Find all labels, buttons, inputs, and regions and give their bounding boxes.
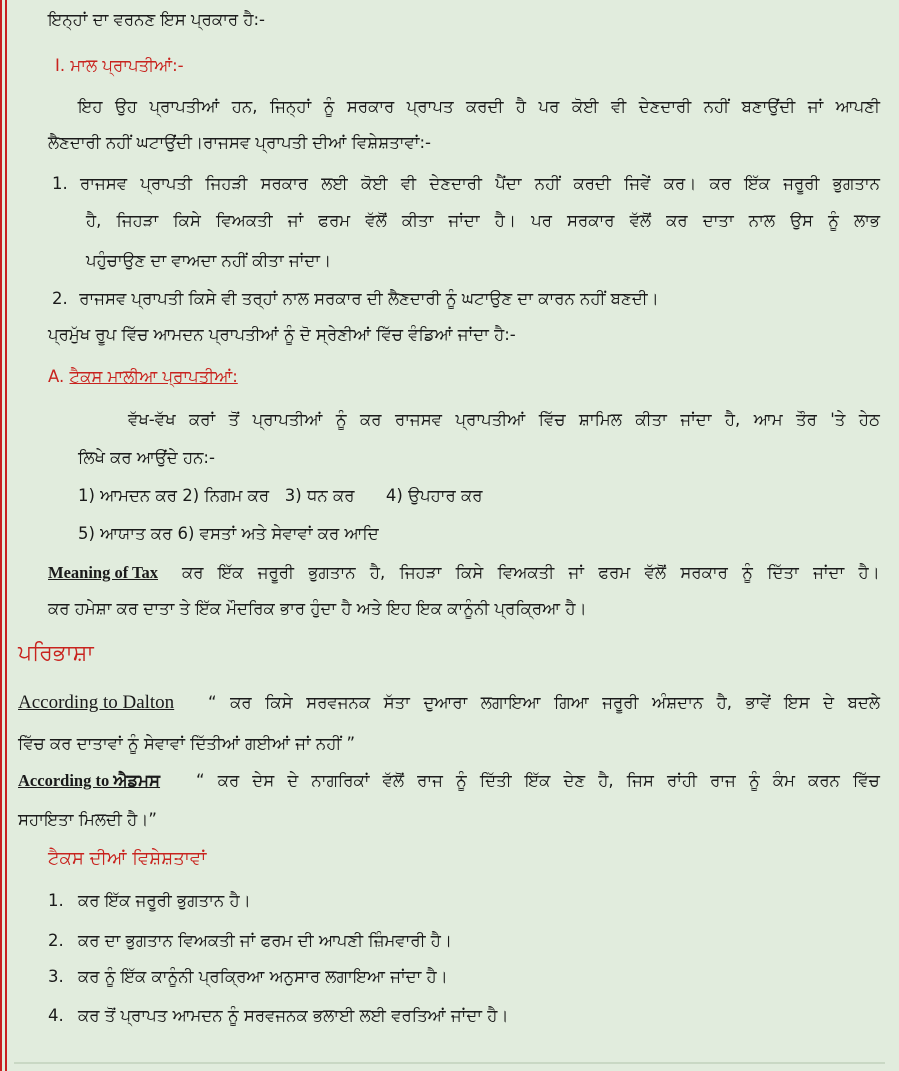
- word: ਦੇਣਦਾਰੀ: [638, 97, 692, 116]
- word: ਲਾਭ: [853, 211, 880, 230]
- section-a-marker: A.: [48, 367, 65, 386]
- word: ਜਰੂਰੀ: [602, 693, 639, 712]
- feature-item-text: ਕਰ ਨੂੰ ਇੱਕ ਕਾਨੂੰਨੀ ਪ੍ਰਕ੍ਰਿਆ ਅਨੁਸਾਰ ਲਗਾਇਆ ਜਾਂਦਾ ਹੈ।: [78, 967, 448, 986]
- word: ਨੂੰ: [335, 410, 347, 429]
- section-one-heading: [55, 55, 184, 77]
- word: ਜਿਹੜਾ: [399, 563, 442, 582]
- word: ਵੀ: [610, 97, 627, 116]
- word: ਦਾਤਾ: [702, 211, 734, 230]
- word: ਵੀ: [400, 174, 417, 193]
- word: ਵਿਅਕਤੀ: [216, 211, 273, 230]
- word: ਨੂੰ: [323, 97, 335, 116]
- word: ਹੈ,: [86, 211, 102, 230]
- word: ਵੱਲੋਂ: [629, 211, 652, 230]
- feature-item: [48, 930, 452, 952]
- word: ਕਰ।: [663, 174, 697, 193]
- feature-item-text: ਕਰ ਤੋਂ ਪ੍ਰਾਪਤ ਆਮਦਨ ਨੂੰ ਸਰਵਜਨਕ ਭਲਾਈ ਲਈ ਵਰਤਿਆਂ ਜਾਂਦਾ ਹੈ।: [78, 1006, 509, 1025]
- list-item-1-marker: 1.: [52, 174, 68, 193]
- word: ਵਿੱਚ: [538, 410, 566, 429]
- word: ਦਿੱਤੀ: [479, 771, 512, 790]
- word: ਹੈ।: [858, 563, 880, 582]
- word: 'ਤੇ: [830, 410, 846, 429]
- word: ਪ੍ਰਾਪਤੀਆਂ: [149, 97, 220, 116]
- word: ਰਾਜ: [417, 771, 443, 790]
- word: ਬਦਲੇ: [847, 693, 880, 712]
- word: ਜਾਂਦਾ: [680, 410, 712, 429]
- word: ਭੁਗਤਾਨ: [832, 174, 880, 193]
- word: ਵਿੱਚ: [852, 771, 880, 790]
- word: ਪ੍ਰਾਪਤ: [406, 97, 454, 116]
- word: ਹਨ,: [231, 97, 258, 116]
- word: ਵੱਲੋਂ: [382, 771, 404, 790]
- word: “: [208, 693, 217, 712]
- word: ਕਰ: [709, 174, 732, 193]
- word: ਵਿਅਕਤੀ: [497, 563, 555, 582]
- section-one-para-line2: ਲੈਣਦਾਰੀ ਨਹੀਂ ਘਟਾਉਂਦੀ।ਰਾਜਸਵ ਪ੍ਰਾਪਤੀ ਦੀਆਂ ਵਿਸ਼ੇਸ਼ਤਾਵਾਂ:-: [48, 133, 431, 152]
- word: ਫਰਮ: [318, 211, 351, 230]
- word: ਇੱਕ: [744, 174, 770, 193]
- word: ਹੈ,: [369, 563, 386, 582]
- word: ਜਿਨ੍ਹਾਂ: [269, 97, 312, 116]
- word: ਨਹੀਂ: [703, 97, 730, 116]
- list-item-1-line1: [80, 173, 880, 195]
- word: ਨੂੰ: [742, 563, 753, 582]
- word: ਕੋਈ: [361, 174, 388, 193]
- list-item-1-line3: ਪਹੁੰਚਾਉਣ ਦਾ ਵਾਅਦਾ ਨਹੀਂ ਕੀਤਾ ਜਾਂਦਾ।: [86, 251, 332, 270]
- word: ਰਾਜਸਵ: [394, 410, 443, 429]
- word: ਪ੍ਰਾਪਤੀਆਂ: [455, 410, 526, 429]
- word: ਸਰਕਾਰ: [260, 174, 308, 193]
- word: ਸਰਕਾਰ: [567, 211, 615, 230]
- word: ਇਸ: [784, 693, 810, 712]
- definition-heading: ਪਰਿਭਾਸ਼ਾ: [18, 641, 94, 666]
- word: ਕਰ: [360, 410, 382, 429]
- word: ਤੋਂ: [228, 410, 240, 429]
- word: ਕਰਦੀ: [466, 97, 504, 116]
- section-a-para-line2: ਲਿਖੇ ਕਰ ਆਉਂਦੇ ਹਨ:-: [78, 448, 215, 467]
- word: ਪਰ: [538, 97, 560, 116]
- word: ਕਰ: [230, 693, 252, 712]
- word: ਕਿਸੇ: [455, 563, 484, 582]
- left-border-inner: [5, 0, 7, 1071]
- word: ਸਰਕਾਰ: [346, 97, 395, 116]
- word: ਪੈਂਦਾ: [495, 174, 522, 193]
- word: ਉਸ: [790, 211, 814, 230]
- word: ਉਹ: [114, 97, 138, 116]
- meaning-label: Meaning of Tax: [48, 563, 159, 582]
- word: ਵੱਲੋਂ: [644, 563, 667, 582]
- word: ਕਰਾਂ: [189, 410, 216, 429]
- word: ਸਰਵਜਨਕ: [306, 693, 371, 712]
- word: ਹੈ: [515, 97, 527, 116]
- word: ਨਾਲ: [748, 211, 775, 230]
- word: ਹੈ,: [598, 771, 614, 790]
- features-heading: ਟੈਕਸ ਦੀਆਂ ਵਿਸ਼ੇਸ਼ਤਾਵਾਂ: [48, 848, 207, 869]
- section-one-marker: I.: [55, 56, 66, 75]
- list-item-2-text: ਰਾਜਸਵ ਪ੍ਰਾਪਤੀ ਕਿਸੇ ਵੀ ਤਰ੍ਹਾਂ ਨਾਲ ਸਰਕਾਰ ਦੀ ਲੈਣਦਾਰੀ ਨੂੰ ਘਟਾਉਣ ਦਾ ਕਾਰਨ ਨਹੀਂ ਬਣਦੀ।: [79, 289, 659, 308]
- word: ਸਰਕਾਰ: [680, 563, 728, 582]
- meaning-line2: ਕਰ ਹਮੇਸ਼ਾ ਕਰ ਦਾਤਾ ਤੇ ਇੱਕ ਮੌਦਰਿਕ ਭਾਰ ਹੁੰਦਾ ਹੈ ਅਤੇ ਇਹ ਇਕ ਕਾਨੂੰਨੀ ਪ੍ਰਕ੍ਰਿਆ ਹੈ।: [48, 599, 587, 618]
- word: ਬਣਾਉਂਦੀ: [741, 97, 796, 116]
- section-a-para-line1: [128, 409, 880, 431]
- word: ਰਾਜਸਵ: [80, 174, 128, 193]
- word: ਦੇਸ: [252, 771, 275, 790]
- word: ਦੇ: [287, 771, 299, 790]
- word: ਦੇਣ: [563, 771, 586, 790]
- word: ਕਰ: [217, 771, 240, 790]
- dalton-line2: ਵਿੱਚ ਕਰ ਦਾਤਾਵਾਂ ਨੂੰ ਸੇਵਾਵਾਂ ਦਿੱਤੀਆਂ ਗਈਆਂ ਜਾਂ ਨਹੀਂ ”: [18, 734, 356, 753]
- word: ਨੂੰ: [828, 211, 839, 230]
- word: ਜਾਂਦਾ: [448, 211, 480, 230]
- word: ਰਾਂਹੀ: [666, 771, 697, 790]
- feature-item-number: 1.: [48, 891, 64, 910]
- list-item-1: [52, 173, 880, 195]
- word: ਦਿੱਤਾ: [767, 563, 799, 582]
- word: ਜਿਹੜਾ: [116, 211, 159, 230]
- feature-item-text: ਕਰ ਦਾ ਭੁਗਤਾਨ ਵਿਅਕਤੀ ਜਾਂ ਫਰਮ ਦੀ ਆਪਣੀ ਜ਼ਿੰਮਵਾਰੀ ਹੈ।: [78, 931, 453, 950]
- word: ਨਾਗਰਿਕਾਂ: [311, 771, 370, 790]
- word: ਕਰ: [666, 211, 688, 230]
- adams-label: According to ਐਡਮਸ: [18, 771, 161, 790]
- dalton-text-line1: [208, 692, 880, 714]
- word: ਸ਼ਾਮਿਲ: [578, 410, 622, 429]
- word: ਇੱਕ: [217, 563, 244, 582]
- word: ਵੱਖ-ਵੱਖ: [128, 410, 176, 429]
- word: ਕਰਨ: [808, 771, 840, 790]
- adams-text-line1: [196, 770, 880, 792]
- word: ਜਰੂਰੀ: [783, 174, 820, 193]
- word: ਲਈ: [321, 174, 348, 193]
- word: ਕਿਸੇ: [265, 693, 293, 712]
- word: ਕੀਤਾ: [635, 410, 667, 429]
- left-border-outer: [0, 0, 2, 1071]
- word: ਸੱਤਾ: [383, 693, 410, 712]
- word: ਜਰੂਰੀ: [257, 563, 294, 582]
- word: ਨੂੰ: [748, 771, 760, 790]
- word: ਜਿਹੜੀ: [205, 174, 248, 193]
- taxes-row-2: 5) ਆਯਾਤ ਕਰ 6) ਵਸਤਾਂ ਅਤੇ ਸੇਵਾਵਾਂ ਕਰ ਆਦਿ: [78, 524, 379, 543]
- word: ਜਿਸ: [626, 771, 654, 790]
- word: ਇੱਕ: [524, 771, 551, 790]
- section-one-title: ਮਾਲ ਪ੍ਰਾਪਤੀਆਂ:-: [70, 56, 184, 75]
- feature-item-number: 3.: [48, 967, 64, 986]
- bottom-divider: [14, 1062, 885, 1064]
- word: ਪਰ: [531, 211, 552, 230]
- word: ਹੈ,: [716, 693, 733, 712]
- list-item-2-marker: 2.: [52, 289, 68, 308]
- list-item-2: [52, 288, 659, 310]
- list-item-1-line2: [86, 210, 880, 232]
- dalton-label: According to Dalton: [18, 692, 175, 713]
- section-a-title: ਟੈਕਸ ਮਾਲੀਆ ਪ੍ਰਾਪਤੀਆਂ:: [69, 367, 238, 386]
- word: ਦੇਣਦਾਰੀ: [429, 174, 482, 193]
- word: ਜਾਂ: [807, 97, 824, 116]
- word: ਨਹੀਂ: [534, 174, 561, 193]
- word: ਇਹ: [78, 97, 103, 116]
- feature-item: [48, 1005, 508, 1027]
- feature-item-number: 4.: [48, 1006, 64, 1025]
- section-one-para-line1: [78, 96, 880, 118]
- feature-item-text: ਕਰ ਇੱਕ ਜਰੂਰੀ ਭੁਗਤਾਨ ਹੈ।: [78, 891, 251, 910]
- dalton-line1: [18, 692, 880, 714]
- word: ਕੋਈ: [571, 97, 599, 116]
- word: ਕਿਸੇ: [173, 211, 201, 230]
- word: ਦੁਆਰਾ: [423, 693, 468, 712]
- adams-line2: ਸਹਾਇਤਾ ਮਿਲਦੀ ਹੈ।”: [18, 810, 157, 829]
- word: ਪ੍ਰਾਪਤੀ: [140, 174, 193, 193]
- section-a-heading: [48, 366, 238, 388]
- summary-line: ਪ੍ਰਮੁੱਖ ਰੂਪ ਵਿੱਚ ਆਮਦਨ ਪ੍ਰਾਪਤੀਆਂ ਨੂੰ ਦੋ ਸ੍ਰੇਣੀਆਂ ਵਿੱਚ ਵੰਡਿਆਂ ਜਾਂਦਾ ਹੈ:-: [48, 325, 516, 344]
- word: ਭੁਗਤਾਨ: [308, 563, 356, 582]
- word: ਹੈ,: [724, 410, 741, 429]
- word: ਤੌਰ: [796, 410, 817, 429]
- word: ਅੰਸ਼ਦਾਨ: [652, 693, 704, 712]
- word: ਆਮ: [753, 410, 783, 429]
- word: ਰਾਜ: [710, 771, 736, 790]
- word: ਨੂੰ: [455, 771, 467, 790]
- word: “: [196, 771, 205, 790]
- word: ਫਰਮ: [598, 563, 631, 582]
- word: ਭਾਵੇਂ: [745, 693, 771, 712]
- feature-item: [48, 966, 448, 988]
- meaning-text-line1: [182, 562, 880, 584]
- word: ਕੰਮ: [772, 771, 795, 790]
- taxes-row-1: 1) ਆਮਦਨ ਕਰ 2) ਨਿਗਮ ਕਰ 3) ਧਨ ਕਰ 4) ਉਪਹਾਰ ਕਰ: [78, 486, 483, 505]
- word: ਹੇਠ: [858, 410, 880, 429]
- word: ਦੇ: [823, 693, 835, 712]
- word: ਜਿਵੇਂ: [624, 174, 651, 193]
- adams-line1: [18, 770, 880, 792]
- word: ਵੱਲੋਂ: [365, 211, 387, 230]
- feature-item-number: 2.: [48, 931, 64, 950]
- word: ਕਰ: [182, 563, 204, 582]
- word: ਕਰਦੀ: [573, 174, 611, 193]
- word: ਪ੍ਰਾਪਤੀਆਂ: [252, 410, 323, 429]
- word: ਜਾਂ: [287, 211, 304, 230]
- word: ਹੈ।: [494, 211, 516, 230]
- word: ਜਾਂਦਾ: [813, 563, 845, 582]
- meaning-line1: [48, 562, 880, 584]
- word: ਕੀਤਾ: [401, 211, 434, 230]
- intro-line: ਇਨ੍ਹਾਂ ਦਾ ਵਰਨਣ ਇਸ ਪ੍ਰਕਾਰ ਹੈ:-: [48, 10, 265, 29]
- word: ਆਪਣੀ: [835, 97, 880, 116]
- feature-item: [48, 890, 251, 912]
- word: ਗਿਆ: [553, 693, 589, 712]
- word: ਲਗਾਇਆ: [480, 693, 541, 712]
- word: ਜਾਂ: [568, 563, 584, 582]
